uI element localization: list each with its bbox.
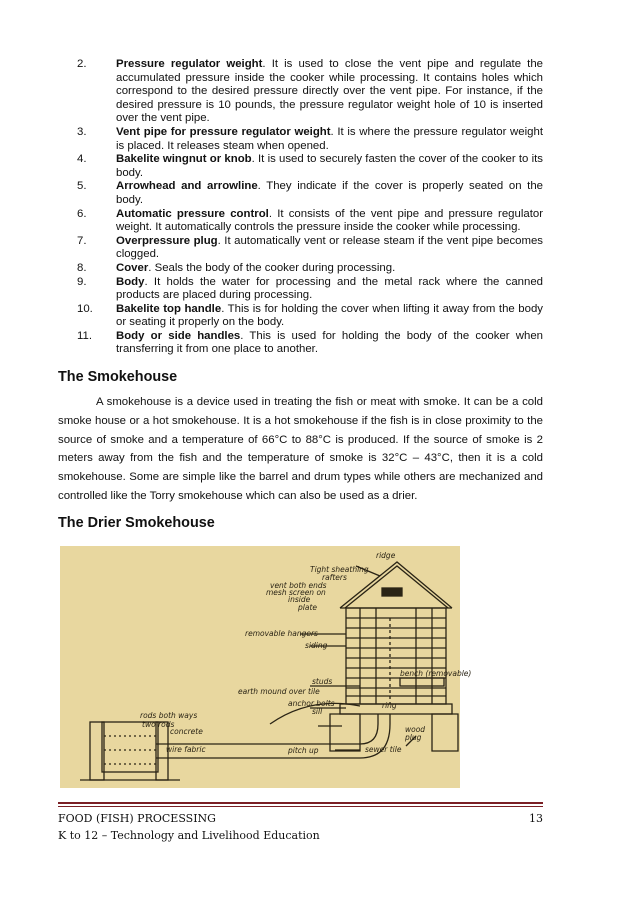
list-item [77, 180, 543, 207]
label-ring: ring [382, 701, 397, 710]
list-item [77, 262, 543, 276]
drier-smokehouse-figure [60, 546, 472, 788]
label-wire-fabric: wire fabric [166, 745, 206, 754]
label-ridge: ridge [376, 551, 396, 560]
label-sewer: sewer tile [365, 745, 402, 754]
list-item [77, 330, 543, 357]
label-pitch: pitch up [288, 746, 319, 755]
list-item-number: 7. [77, 234, 87, 247]
list-item-description: . It consists of the vent pipe and pressure regulator weight. It automatically controls the pressure inside the cooker while processing. [116, 207, 543, 234]
smokehouse-paragraph: A smokehouse is a device used in treating the fish or meat with smoke. It can be a cold smoke house or a hot smokehouse. It is a hot smokehouse if the fish is in close proximity to the source of smoke and a temperature of 66°C to 88°C is produced. If the source of smoke is 2 meters away from the fish and the temperature of smoke is 32°C – 43°C, then it is a cold smokehouse. Some are simple like the barrel and drum types while others are mechanized and controlled like the Torry smokehouse which can also be used as a drier. [58, 396, 543, 502]
label-anchor: anchor bolts [288, 699, 335, 708]
list-item-description: . This is used for holding the body of the cooker when transferring it from one place to another. [116, 329, 543, 356]
list-item-description: . Seals the body of the cooker during processing. [148, 261, 396, 274]
list-item-number: 10. [77, 302, 93, 315]
label-rods: rods both ways [140, 711, 198, 720]
label-concrete: concrete [170, 727, 203, 736]
list-item [77, 303, 543, 330]
list-item-number: 6. [77, 207, 87, 220]
list-item [77, 153, 543, 180]
list-item-text [116, 262, 543, 276]
list-item-term: Bakelite wingnut or knob [116, 153, 252, 166]
list-item-term: Bakelite top handle [116, 302, 222, 315]
list-item-description: . It is used to securely fasten the cover of the cooker to its body. [116, 153, 544, 179]
label-inside: inside [288, 595, 311, 604]
list-item [77, 126, 543, 153]
list-item-term: Cover [116, 261, 149, 274]
footer-line-1 [58, 812, 543, 825]
list-item-text [116, 208, 543, 235]
list-item-description: . It holds the water for processing and the metal rack where the canned products are placed during processing. [116, 275, 543, 302]
drier-smokehouse-diagram [60, 546, 472, 788]
label-studs: studs [312, 677, 333, 686]
label-tight-sheathing: Tight sheathing [310, 565, 369, 574]
label-wood: wood [405, 725, 426, 734]
list-item-term: Pressure regulator weight [116, 58, 263, 70]
label-mesh: mesh screen on [266, 588, 326, 597]
list-item-description: . It automatically vent or release steam if the vent pipe becomes clogged. [116, 234, 543, 261]
label-hangers: removable hangers [245, 629, 318, 638]
section-heading-smokehouse: The Smokehouse [58, 369, 178, 385]
list-item-number: 9. [77, 275, 87, 288]
list-item-description: . It is used to close the vent pipe and regulate the accumulated pressure inside the cooker while processing. It contains holes which correspond to the desired pressure directly over the vent pipe. For instance, if the desired pressure is 10 pounds, the pressure regulator weight hole of 10 is inserted over the vent pipe. [116, 58, 543, 125]
label-two-rods: two rods [142, 720, 175, 729]
label-siding: siding [305, 641, 328, 650]
label-bench: bench (removable) [400, 669, 472, 678]
list-item-text [116, 235, 543, 262]
list-item-text [116, 126, 543, 153]
list-item-term: Overpressure plug [116, 234, 218, 247]
list-item-description: . It is where the pressure regulator weight is placed. It releases steam when opened. [116, 125, 543, 152]
footer-rule-thick [58, 802, 543, 804]
list-item [77, 58, 543, 126]
label-mound: earth mound over tile [238, 687, 320, 696]
list-item-term: Arrowhead and arrowline [116, 180, 258, 193]
list-item-text [116, 276, 543, 303]
list-item-text [116, 330, 543, 357]
list-item-text [116, 153, 543, 180]
list-item-term: Body [116, 275, 145, 288]
list-item-number: 4. [77, 153, 87, 166]
list-item-description: . This is for holding the cover when lifting it away from the body or seating it properly on the body. [116, 302, 543, 329]
section-heading-drier-smokehouse: The Drier Smokehouse [58, 515, 215, 531]
list-item-term: Body or side handles [116, 329, 241, 342]
label-plate: plate [298, 603, 317, 612]
numbered-parts-list [77, 58, 543, 357]
vent-opening [382, 588, 402, 596]
footer-rule-thin [58, 806, 543, 807]
list-item-text [116, 303, 543, 330]
list-item-number: 2. [77, 58, 87, 70]
footer-page-number: 13 [529, 812, 543, 825]
list-item-text [116, 58, 543, 126]
label-sill: sill [312, 707, 323, 716]
list-item [77, 235, 543, 262]
label-plug: plug [405, 733, 422, 742]
list-item-description: . They indicate if the cover is properly seated on the body. [116, 180, 543, 206]
list-item-number: 3. [77, 125, 87, 138]
footer-line-2: K to 12 – Technology and Livelihood Education [58, 829, 320, 842]
list-item [77, 208, 543, 235]
list-item-number: 5. [77, 180, 87, 193]
list-item-text [116, 180, 543, 207]
list-item [77, 276, 543, 303]
list-item-term: Vent pipe for pressure regulator weight [116, 125, 331, 138]
list-item-number: 8. [77, 261, 87, 274]
footer-course-title: FOOD (FISH) PROCESSING [58, 812, 216, 825]
label-vent: vent both ends [270, 581, 327, 590]
label-rafters: rafters [322, 573, 347, 582]
list-item-number: 11. [77, 329, 92, 342]
list-item-term: Automatic pressure control [116, 207, 269, 220]
